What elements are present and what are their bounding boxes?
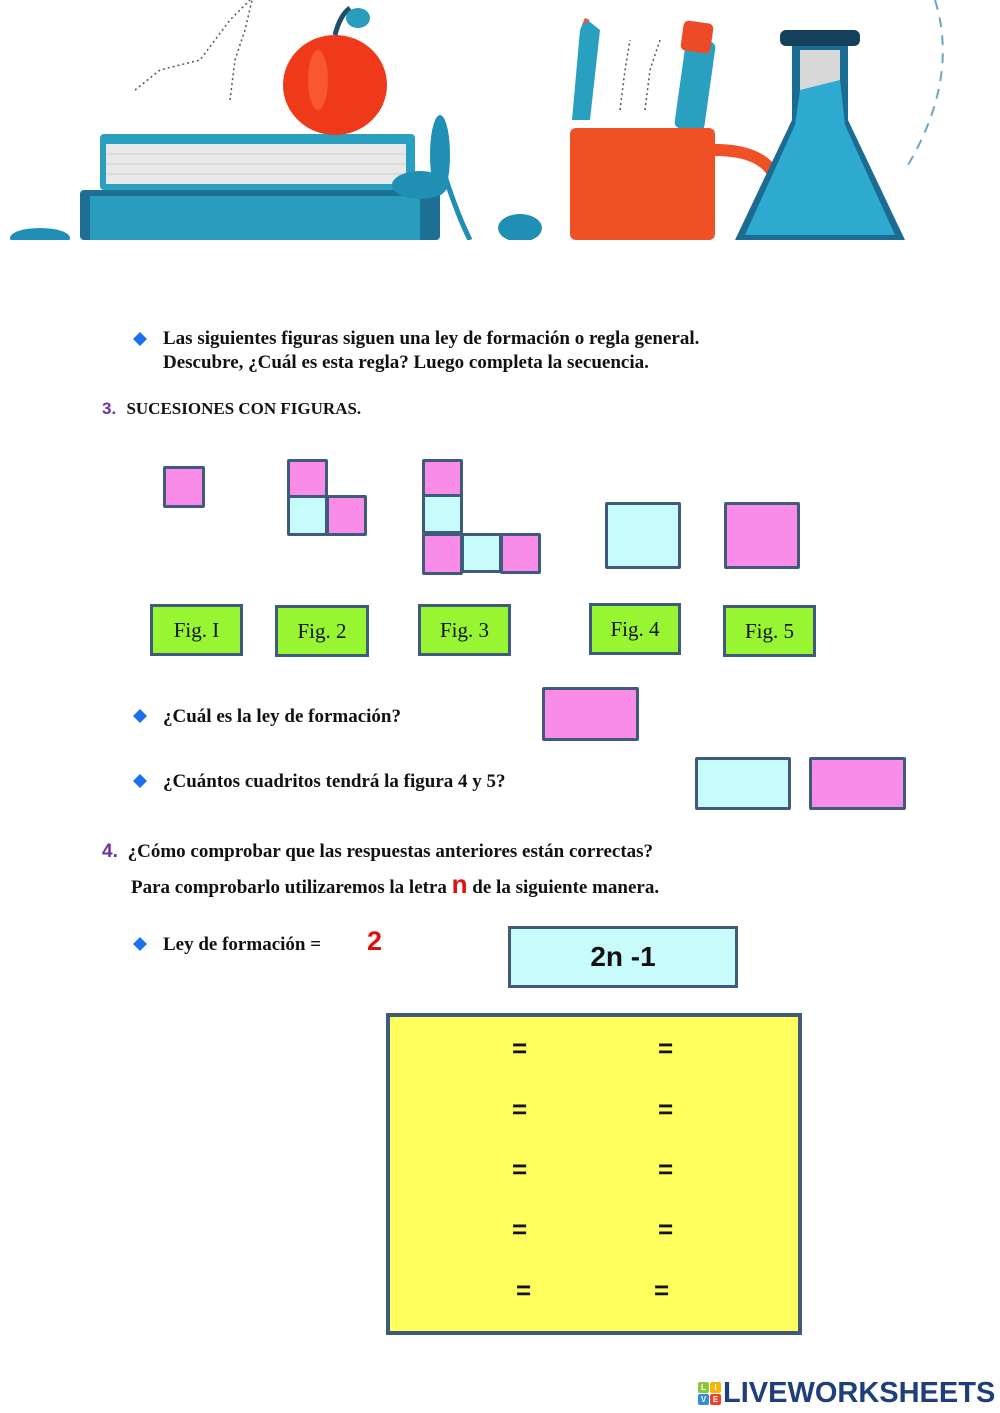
- fig3-square-2: [422, 494, 463, 534]
- fig-label-2: Fig. 2: [275, 605, 369, 657]
- diamond-bullet-icon: [133, 937, 146, 950]
- header-illustration: [0, 0, 1000, 240]
- formula-box: [508, 926, 738, 988]
- fig-label-1: Fig. I: [150, 604, 243, 656]
- logo-letter: I: [710, 1382, 721, 1393]
- section-3-number: 3.: [102, 399, 117, 418]
- logo-text: LIVEWORKSHEETS: [723, 1376, 996, 1409]
- section-3-heading: [102, 397, 361, 420]
- fig1-square: [163, 466, 205, 508]
- live-logo-icon: [698, 1382, 721, 1405]
- equals-sign: =: [512, 1094, 528, 1124]
- logo-letter: V: [698, 1394, 709, 1405]
- letter-n: n: [451, 869, 468, 899]
- question-count: ¿Cuántos cuadritos tendrá la figura 4 y 5?: [163, 771, 506, 792]
- equals-sign: =: [658, 1154, 674, 1184]
- fig-label-4: Fig. 4: [589, 603, 681, 655]
- intro-line-2: Descubre, ¿Cuál es esta regla? Luego completa la secuencia.: [163, 352, 649, 373]
- fig5-count-answer-box[interactable]: [809, 757, 906, 810]
- fig3-square-corner: [422, 533, 463, 575]
- formula-text: 2n -1: [590, 941, 656, 972]
- law-value: 2: [367, 926, 383, 956]
- logo-letter: E: [710, 1394, 721, 1405]
- equals-sign: =: [658, 1033, 674, 1063]
- equals-sign: =: [512, 1033, 528, 1063]
- section-4-text-before: Para comprobarlo utilizaremos la letra: [131, 877, 452, 898]
- diamond-bullet-icon: [133, 709, 146, 722]
- section-3-title: SUCESIONES CON FIGURAS.: [126, 399, 362, 418]
- question-law: ¿Cuál es la ley de formación?: [163, 706, 402, 727]
- fig3-square-1: [422, 459, 463, 497]
- fig5-answer-box[interactable]: [724, 502, 800, 569]
- section-4-number: 4.: [102, 841, 118, 862]
- equals-sign: =: [516, 1275, 532, 1305]
- fig3-square-4: [461, 533, 502, 573]
- section-4-line-1: [102, 840, 653, 863]
- fig3-square-5: [500, 533, 541, 574]
- liveworksheets-logo: [698, 1378, 995, 1408]
- verification-table: [386, 1013, 802, 1335]
- section-4-text-after: de la siguiente manera.: [467, 877, 660, 898]
- equals-sign: =: [658, 1214, 674, 1244]
- diamond-bullet-icon: [133, 332, 146, 345]
- fig-label-5: Fig. 5: [723, 605, 816, 657]
- section-4-question: ¿Cómo comprobar que las respuestas anteriores están correctas?: [127, 841, 654, 862]
- logo-letter: L: [698, 1382, 709, 1393]
- intro-line-1: Las siguientes figuras siguen una ley de formación o regla general.: [163, 328, 700, 349]
- law-label: Ley de formación =: [163, 934, 322, 955]
- equals-sign: =: [654, 1275, 670, 1305]
- fig4-count-answer-box[interactable]: [695, 757, 791, 810]
- section-4-line-2: [131, 869, 660, 899]
- fig-label-3: Fig. 3: [418, 604, 511, 656]
- equals-sign: =: [512, 1154, 528, 1184]
- equals-sign: =: [658, 1094, 674, 1124]
- law-answer-box[interactable]: [542, 687, 639, 741]
- school-supplies-illustration: [0, 0, 1000, 240]
- fig2-square-corner: [287, 495, 328, 536]
- diamond-bullet-icon: [133, 774, 146, 787]
- fig4-answer-box[interactable]: [605, 502, 681, 569]
- fig2-square-top: [287, 459, 328, 498]
- equals-sign: =: [512, 1214, 528, 1244]
- fig2-square-right: [326, 495, 367, 536]
